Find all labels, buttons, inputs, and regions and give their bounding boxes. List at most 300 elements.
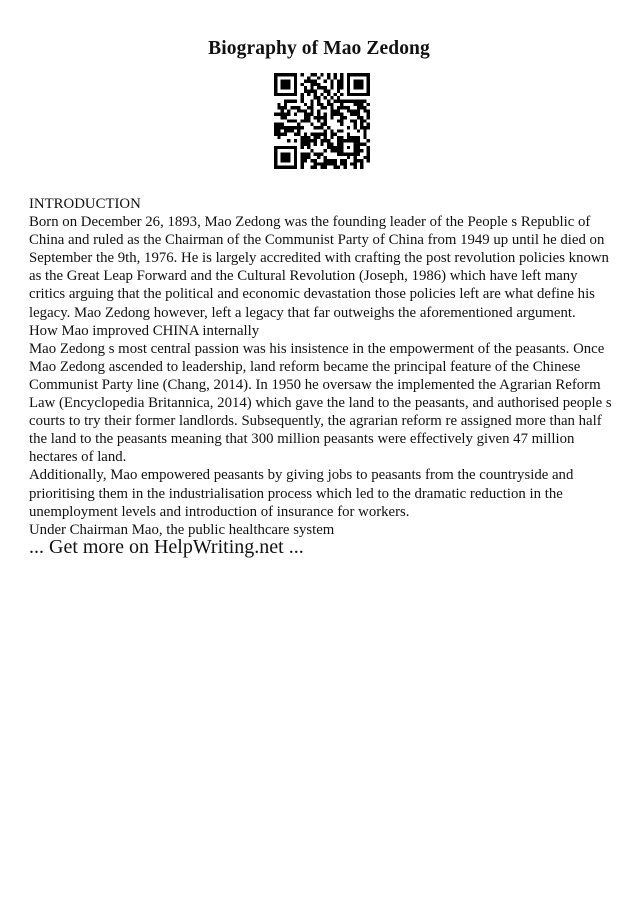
qr-module — [287, 93, 290, 96]
qr-module — [344, 159, 347, 162]
qr-module — [334, 76, 337, 79]
qr-module — [344, 116, 347, 119]
qr-module — [324, 90, 327, 93]
qr-module — [294, 133, 297, 136]
qr-module — [324, 96, 327, 99]
qr-module — [360, 159, 363, 162]
qr-module — [324, 166, 327, 169]
qr-module — [360, 73, 363, 76]
qr-module — [337, 119, 340, 122]
qr-module — [353, 159, 356, 162]
qr-module — [274, 133, 277, 136]
qr-module — [330, 113, 333, 116]
qr-module — [330, 143, 333, 146]
qr-module — [291, 129, 294, 132]
qr-module — [353, 86, 356, 89]
qr-module — [324, 149, 327, 152]
qr-module — [274, 129, 277, 132]
qr-module — [294, 83, 297, 86]
qr-module — [307, 106, 310, 109]
qr-module — [304, 103, 307, 106]
qr-module — [274, 162, 277, 165]
qr-module — [350, 113, 353, 116]
qr-module — [357, 109, 360, 112]
qr-module — [347, 109, 350, 112]
qr-module — [360, 86, 363, 89]
qr-module — [317, 156, 320, 159]
qr-module — [314, 93, 317, 96]
qr-module — [367, 149, 370, 152]
qr-module — [277, 106, 280, 109]
qr-module — [340, 76, 343, 79]
qr-module — [314, 162, 317, 165]
qr-module — [340, 119, 343, 122]
qr-module — [314, 143, 317, 146]
document-body — [29, 195, 615, 539]
qr-module — [300, 126, 303, 129]
qr-module — [330, 109, 333, 112]
qr-module — [337, 146, 340, 149]
qr-module — [284, 133, 287, 136]
qr-module — [304, 152, 307, 155]
qr-module — [340, 123, 343, 126]
qr-module — [360, 149, 363, 152]
qr-module — [360, 143, 363, 146]
qr-module — [367, 159, 370, 162]
qr-module — [300, 99, 303, 102]
qr-module — [340, 80, 343, 83]
qr-module — [304, 156, 307, 159]
qr-module — [363, 133, 366, 136]
qr-module — [347, 139, 350, 142]
qr-module — [294, 162, 297, 165]
qr-module — [287, 109, 290, 112]
qr-module — [324, 133, 327, 136]
qr-module — [310, 103, 313, 106]
qr-module — [347, 73, 350, 76]
qr-module — [284, 166, 287, 169]
qr-module — [344, 166, 347, 169]
qr-module — [347, 133, 350, 136]
qr-module — [304, 116, 307, 119]
qr-module — [300, 143, 303, 146]
qr-module — [310, 99, 313, 102]
qr-module — [330, 162, 333, 165]
qr-module — [334, 109, 337, 112]
qr-module — [287, 166, 290, 169]
qr-module — [357, 146, 360, 149]
qr-module — [274, 76, 277, 79]
qr-module — [314, 126, 317, 129]
qr-module — [294, 159, 297, 162]
qr-module — [353, 162, 356, 165]
qr-module — [281, 123, 284, 126]
qr-module — [340, 93, 343, 96]
qr-module — [300, 159, 303, 162]
qr-module — [363, 126, 366, 129]
qr-module — [347, 146, 350, 149]
qr-module — [300, 83, 303, 86]
qr-module — [360, 93, 363, 96]
qr-module — [337, 152, 340, 155]
qr-module — [360, 103, 363, 106]
qr-module — [337, 80, 340, 83]
qr-module — [281, 133, 284, 136]
qr-module — [320, 73, 323, 76]
qr-module — [274, 80, 277, 83]
qr-module — [330, 136, 333, 139]
qr-module — [334, 99, 337, 102]
qr-module — [363, 99, 366, 102]
qr-module — [340, 116, 343, 119]
qr-module — [353, 113, 356, 116]
qr-module — [334, 73, 337, 76]
qr-module — [320, 143, 323, 146]
qr-module — [320, 86, 323, 89]
qr-module — [294, 86, 297, 89]
qr-module — [294, 119, 297, 122]
qr-module — [281, 116, 284, 119]
qr-module — [337, 136, 340, 139]
qr-module — [334, 93, 337, 96]
qr-module — [334, 133, 337, 136]
qr-module — [347, 93, 350, 96]
qr-module — [337, 149, 340, 152]
qr-module — [324, 86, 327, 89]
qr-module — [287, 86, 290, 89]
qr-module — [327, 162, 330, 165]
qr-module — [330, 86, 333, 89]
qr-module — [330, 116, 333, 119]
qr-module — [340, 149, 343, 152]
qr-module — [314, 139, 317, 142]
qr-module — [310, 133, 313, 136]
qr-module — [274, 86, 277, 89]
qr-module — [284, 126, 287, 129]
qr-module — [344, 162, 347, 165]
qr-module — [340, 162, 343, 165]
section-heading-introduction: INTRODUCTION — [29, 196, 141, 212]
qr-module — [360, 123, 363, 126]
qr-module — [300, 136, 303, 139]
qr-module — [287, 129, 290, 132]
qr-module — [320, 133, 323, 136]
qr-module — [337, 86, 340, 89]
qr-module — [324, 162, 327, 165]
qr-module — [360, 126, 363, 129]
qr-module — [314, 96, 317, 99]
qr-module — [284, 156, 287, 159]
qr-module — [291, 106, 294, 109]
qr-module — [281, 159, 284, 162]
qr-module — [360, 83, 363, 86]
qr-module — [310, 80, 313, 83]
qr-module — [320, 123, 323, 126]
qr-module — [320, 103, 323, 106]
qr-module — [363, 129, 366, 132]
qr-module — [287, 119, 290, 122]
qr-module — [353, 166, 356, 169]
qr-module — [340, 99, 343, 102]
qr-module — [300, 119, 303, 122]
qr-module — [317, 103, 320, 106]
qr-module — [327, 126, 330, 129]
qr-module — [310, 106, 313, 109]
qr-module — [357, 106, 360, 109]
qr-module — [284, 152, 287, 155]
qr-module — [317, 83, 320, 86]
qr-module — [327, 146, 330, 149]
qr-module — [281, 109, 284, 112]
qr-module — [350, 136, 353, 139]
qr-module — [347, 152, 350, 155]
qr-module — [307, 80, 310, 83]
qr-module — [307, 152, 310, 155]
qr-module — [287, 139, 290, 142]
qr-module — [330, 133, 333, 136]
qr-module — [284, 159, 287, 162]
qr-module — [310, 73, 313, 76]
qr-module — [284, 99, 287, 102]
qr-module — [284, 146, 287, 149]
qr-module — [347, 99, 350, 102]
qr-module — [274, 90, 277, 93]
qr-module — [310, 166, 313, 169]
qr-module — [367, 113, 370, 116]
qr-module — [284, 116, 287, 119]
qr-module — [344, 139, 347, 142]
qr-module — [344, 99, 347, 102]
qr-module — [287, 146, 290, 149]
qr-module — [307, 119, 310, 122]
qr-module — [324, 123, 327, 126]
qr-module — [357, 116, 360, 119]
qr-module — [317, 136, 320, 139]
qr-module — [300, 152, 303, 155]
qr-module — [337, 90, 340, 93]
qr-module — [294, 126, 297, 129]
qr-module — [277, 136, 280, 139]
qr-module — [307, 90, 310, 93]
qr-module — [347, 76, 350, 79]
qr-module — [367, 152, 370, 155]
qr-module — [360, 80, 363, 83]
qr-module — [367, 109, 370, 112]
qr-module — [330, 96, 333, 99]
qr-module — [274, 146, 277, 149]
qr-module — [353, 109, 356, 112]
qr-module — [281, 146, 284, 149]
qr-module — [287, 73, 290, 76]
qr-module — [324, 106, 327, 109]
qr-module — [337, 143, 340, 146]
qr-module — [277, 146, 280, 149]
qr-module — [363, 136, 366, 139]
qr-module — [281, 93, 284, 96]
qr-module — [310, 109, 313, 112]
qr-module — [353, 73, 356, 76]
qr-module — [287, 159, 290, 162]
qr-module — [274, 123, 277, 126]
qr-module — [367, 123, 370, 126]
qr-module — [304, 119, 307, 122]
qr-module — [350, 93, 353, 96]
qr-module — [353, 143, 356, 146]
qr-module — [314, 159, 317, 162]
qr-module — [340, 86, 343, 89]
qr-module — [353, 146, 356, 149]
qr-module — [284, 93, 287, 96]
qr-module — [357, 152, 360, 155]
qr-module — [327, 143, 330, 146]
qr-module — [350, 99, 353, 102]
qr-module — [281, 86, 284, 89]
qr-module — [347, 80, 350, 83]
qr-module — [353, 83, 356, 86]
qr-module — [287, 99, 290, 102]
qr-module — [330, 146, 333, 149]
qr-module — [287, 83, 290, 86]
qr-module — [324, 113, 327, 116]
qr-module — [304, 80, 307, 83]
qr-module — [353, 152, 356, 155]
qr-module — [337, 99, 340, 102]
qr-module — [310, 83, 313, 86]
qr-module — [344, 106, 347, 109]
qr-module — [284, 73, 287, 76]
qr-module — [324, 156, 327, 159]
qr-module — [297, 129, 300, 132]
qr-module — [347, 86, 350, 89]
qr-module — [304, 159, 307, 162]
qr-module — [340, 106, 343, 109]
qr-module — [291, 73, 294, 76]
qr-module — [327, 93, 330, 96]
qr-module — [330, 80, 333, 83]
qr-module — [334, 159, 337, 162]
paragraph-land-reform: Mao Zedong s most central passion was his insistence in the empowerment of the peasants. Once Mao Zedong ascended to leadership, land reform became the principal feature of the Chinese Communist Party line (Chang, 2014). In 1950 he oversaw the implemented the Agrarian Reform Law (Encyclopedia Britannica, 2014) which gave the land to the peasants, and authorised people s courts to try their former landlords. Subsequently, the agrarian reform re assigned more than half the land to the peasants meaning that 300 million peasants were effectively given 47 million hectares of land. — [29, 340, 612, 466]
qr-module — [357, 136, 360, 139]
qr-module — [294, 166, 297, 169]
qr-module — [274, 166, 277, 169]
qr-module — [300, 146, 303, 149]
qr-module — [340, 113, 343, 116]
qr-module — [334, 146, 337, 149]
qr-module — [277, 93, 280, 96]
qr-module — [284, 86, 287, 89]
qr-module — [274, 113, 277, 116]
qr-module — [367, 103, 370, 106]
qr-module — [300, 109, 303, 112]
qr-module — [340, 143, 343, 146]
qr-module — [353, 80, 356, 83]
qr-module — [327, 139, 330, 142]
qr-module — [277, 166, 280, 169]
qr-module — [337, 83, 340, 86]
qr-module — [367, 86, 370, 89]
qr-module — [297, 109, 300, 112]
qr-module — [334, 162, 337, 165]
qr-module — [337, 113, 340, 116]
qr-module — [297, 123, 300, 126]
qr-module — [320, 106, 323, 109]
qr-module — [327, 103, 330, 106]
qr-module — [304, 90, 307, 93]
qr-module — [304, 136, 307, 139]
qr-module — [350, 139, 353, 142]
qr-module — [337, 106, 340, 109]
qr-module — [320, 162, 323, 165]
qr-module — [310, 149, 313, 152]
qr-module — [274, 73, 277, 76]
qr-module — [317, 76, 320, 79]
qr-module — [327, 159, 330, 162]
qr-module — [353, 139, 356, 142]
qr-module — [330, 103, 333, 106]
document-title: Biography of Mao Zedong — [208, 38, 430, 59]
qr-module — [327, 73, 330, 76]
qr-module — [334, 166, 337, 169]
qr-module — [294, 80, 297, 83]
qr-module — [294, 76, 297, 79]
qr-module — [307, 143, 310, 146]
qr-module — [367, 146, 370, 149]
qr-module — [317, 133, 320, 136]
qr-module — [294, 99, 297, 102]
qr-module — [357, 93, 360, 96]
qr-module — [300, 162, 303, 165]
qr-module — [353, 123, 356, 126]
paragraph-introduction: Born on December 26, 1893, Mao Zedong was the founding leader of the People s Republic of China and ruled as the Chairman of the Communist Party of China from 1949 up until he died on September the 9th, 1976. He is largely accredited with crafting the post revolution policies known as the Great Leap Forward and the Cultural Revolution (Joseph, 1986) which have left many critics arguing that the political and economic devastation those policies left are what define his legacy. Mao Zedong however, left a legacy that far outweighs the aforementioned argument. — [29, 214, 609, 321]
qr-module — [307, 116, 310, 119]
section-heading-internal-improvements: How Mao improved CHINA internally — [29, 322, 260, 339]
qr-module — [314, 166, 317, 169]
qr-module — [300, 166, 303, 169]
qr-module — [334, 149, 337, 152]
qr-module — [294, 106, 297, 109]
qr-module — [363, 73, 366, 76]
qr-module — [337, 109, 340, 112]
qr-module — [287, 126, 290, 129]
qr-module — [317, 152, 320, 155]
qr-code — [274, 73, 370, 169]
qr-module — [367, 90, 370, 93]
qr-module — [294, 139, 297, 142]
qr-module — [314, 133, 317, 136]
qr-module — [300, 96, 303, 99]
qr-module — [294, 146, 297, 149]
qr-module — [367, 116, 370, 119]
qr-module — [327, 99, 330, 102]
get-more-link[interactable]: ... Get more on HelpWriting.net ... — [29, 536, 304, 558]
qr-module — [274, 83, 277, 86]
qr-module — [320, 126, 323, 129]
qr-module — [324, 136, 327, 139]
qr-module — [317, 116, 320, 119]
qr-module — [281, 73, 284, 76]
qr-module — [320, 166, 323, 169]
qr-module — [357, 99, 360, 102]
qr-module — [304, 86, 307, 89]
qr-module — [353, 156, 356, 159]
qr-module — [357, 143, 360, 146]
qr-module — [340, 103, 343, 106]
qr-module — [350, 152, 353, 155]
qr-module — [353, 103, 356, 106]
qr-module — [274, 93, 277, 96]
qr-module — [284, 106, 287, 109]
qr-module — [307, 113, 310, 116]
